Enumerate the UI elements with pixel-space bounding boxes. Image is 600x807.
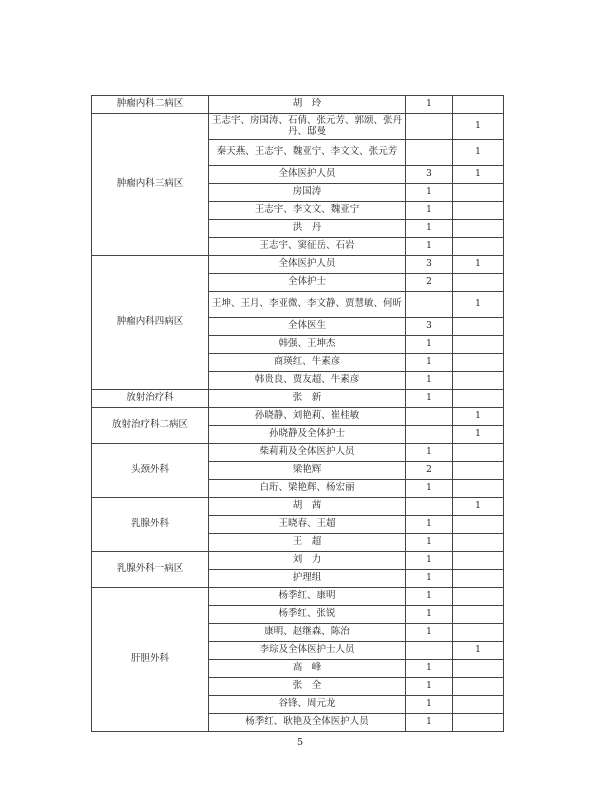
count-cell-a bbox=[406, 408, 453, 426]
count-cell-a: 1 bbox=[406, 624, 453, 642]
award-table bbox=[91, 95, 504, 732]
count-cell-a: 2 bbox=[406, 462, 453, 480]
count-cell-a: 3 bbox=[406, 166, 453, 184]
recipient-cell: 张 全 bbox=[209, 678, 406, 696]
recipient-cell: 胡 茜 bbox=[209, 498, 406, 516]
recipient-cell: 刘 力 bbox=[209, 552, 406, 570]
table-row bbox=[92, 408, 504, 426]
table-row bbox=[92, 444, 504, 462]
recipient-cell: 杨季红、康明 bbox=[209, 588, 406, 606]
count-cell-b bbox=[453, 202, 504, 220]
recipient-cell: 孙晓静、刘艳莉、崔桂敏 bbox=[209, 408, 406, 426]
recipient-cell: 孙晓静及全体护士 bbox=[209, 426, 406, 444]
count-cell-b bbox=[453, 318, 504, 336]
table-row bbox=[92, 256, 504, 274]
count-cell-b bbox=[453, 606, 504, 624]
recipient-cell: 康明、赵继森、陈治 bbox=[209, 624, 406, 642]
table-row bbox=[92, 588, 504, 606]
table-row bbox=[92, 390, 504, 408]
award-table-body bbox=[92, 96, 504, 732]
count-cell-a bbox=[406, 642, 453, 660]
count-cell-a bbox=[406, 292, 453, 318]
count-cell-b: 1 bbox=[453, 426, 504, 444]
recipient-cell: 韩贵良、贾友超、牛素彦 bbox=[209, 372, 406, 390]
count-cell-a: 1 bbox=[406, 552, 453, 570]
count-cell-b bbox=[453, 534, 504, 552]
recipient-cell: 胡 玲 bbox=[209, 96, 406, 114]
count-cell-a: 1 bbox=[406, 480, 453, 498]
count-cell-b bbox=[453, 624, 504, 642]
count-cell-a: 1 bbox=[406, 678, 453, 696]
count-cell-a: 1 bbox=[406, 336, 453, 354]
count-cell-b bbox=[453, 480, 504, 498]
count-cell-b bbox=[453, 336, 504, 354]
count-cell-b bbox=[453, 184, 504, 202]
count-cell-a: 1 bbox=[406, 220, 453, 238]
count-cell-b bbox=[453, 570, 504, 588]
count-cell-b: 1 bbox=[453, 166, 504, 184]
count-cell-b bbox=[453, 516, 504, 534]
count-cell-a: 3 bbox=[406, 318, 453, 336]
table-row bbox=[92, 96, 504, 114]
recipient-cell: 全体护士 bbox=[209, 274, 406, 292]
count-cell-b: 1 bbox=[453, 408, 504, 426]
count-cell-b bbox=[453, 588, 504, 606]
recipient-cell: 白珩、梁艳辉、杨宏丽 bbox=[209, 480, 406, 498]
count-cell-b bbox=[453, 462, 504, 480]
recipient-cell: 全体医生 bbox=[209, 318, 406, 336]
count-cell-a bbox=[406, 140, 453, 166]
count-cell-b bbox=[453, 274, 504, 292]
recipient-cell: 韩强、王坤杰 bbox=[209, 336, 406, 354]
department-cell: 肿瘤内科三病区 bbox=[92, 114, 209, 256]
count-cell-b bbox=[453, 660, 504, 678]
recipient-cell: 洪 丹 bbox=[209, 220, 406, 238]
department-cell: 乳腺外科 bbox=[92, 498, 209, 552]
count-cell-a: 1 bbox=[406, 660, 453, 678]
count-cell-a: 1 bbox=[406, 714, 453, 732]
recipient-cell: 王 超 bbox=[209, 534, 406, 552]
recipient-cell: 秦天燕、王志宇、魏亚宁、李文文、张元芳 bbox=[209, 140, 406, 166]
count-cell-a: 1 bbox=[406, 696, 453, 714]
count-cell-b: 1 bbox=[453, 292, 504, 318]
count-cell-b bbox=[453, 372, 504, 390]
department-cell: 放射治疗科 bbox=[92, 390, 209, 408]
count-cell-a: 1 bbox=[406, 202, 453, 220]
department-cell: 放射治疗科二病区 bbox=[92, 408, 209, 444]
department-cell: 肿瘤内科四病区 bbox=[92, 256, 209, 390]
recipient-cell: 全体医护人员 bbox=[209, 256, 406, 274]
count-cell-a: 1 bbox=[406, 606, 453, 624]
table-row bbox=[92, 114, 504, 140]
recipient-cell: 谷锋、周元龙 bbox=[209, 696, 406, 714]
count-cell-b: 1 bbox=[453, 642, 504, 660]
recipient-cell: 杨季红、张锐 bbox=[209, 606, 406, 624]
recipient-cell: 王晓春、王超 bbox=[209, 516, 406, 534]
count-cell-b bbox=[453, 96, 504, 114]
count-cell-b bbox=[453, 444, 504, 462]
department-cell: 肿瘤内科二病区 bbox=[92, 96, 209, 114]
recipient-cell: 全体医护人员 bbox=[209, 166, 406, 184]
count-cell-b bbox=[453, 714, 504, 732]
count-cell-a bbox=[406, 114, 453, 140]
recipient-cell: 王志宇、窦征岳、石岩 bbox=[209, 238, 406, 256]
count-cell-a bbox=[406, 498, 453, 516]
count-cell-a: 1 bbox=[406, 444, 453, 462]
count-cell-a: 3 bbox=[406, 256, 453, 274]
recipient-cell: 梁艳辉 bbox=[209, 462, 406, 480]
count-cell-a: 1 bbox=[406, 570, 453, 588]
count-cell-b: 1 bbox=[453, 256, 504, 274]
department-cell: 头颈外科 bbox=[92, 444, 209, 498]
recipient-cell: 柴莉莉及全体医护人员 bbox=[209, 444, 406, 462]
count-cell-b bbox=[453, 390, 504, 408]
recipient-cell: 护理组 bbox=[209, 570, 406, 588]
count-cell-a: 1 bbox=[406, 390, 453, 408]
department-cell: 肝胆外科 bbox=[92, 588, 209, 732]
recipient-cell: 商瑛红、牛素彦 bbox=[209, 354, 406, 372]
table-row bbox=[92, 498, 504, 516]
count-cell-b bbox=[453, 696, 504, 714]
recipient-cell: 王坤、王月、李亚微、李文静、贾慧敏、何昕 bbox=[209, 292, 406, 318]
table-row bbox=[92, 552, 504, 570]
department-cell: 乳腺外科一病区 bbox=[92, 552, 209, 588]
count-cell-b bbox=[453, 354, 504, 372]
count-cell-a: 1 bbox=[406, 372, 453, 390]
count-cell-b: 1 bbox=[453, 140, 504, 166]
count-cell-a: 1 bbox=[406, 354, 453, 372]
count-cell-a bbox=[406, 426, 453, 444]
recipient-cell: 杨季红、耿艳及全体医护人员 bbox=[209, 714, 406, 732]
count-cell-b: 1 bbox=[453, 498, 504, 516]
count-cell-a: 1 bbox=[406, 96, 453, 114]
count-cell-a: 1 bbox=[406, 588, 453, 606]
count-cell-a: 1 bbox=[406, 534, 453, 552]
count-cell-b bbox=[453, 678, 504, 696]
count-cell-a: 1 bbox=[406, 516, 453, 534]
recipient-cell: 房国涛 bbox=[209, 184, 406, 202]
count-cell-b bbox=[453, 220, 504, 238]
recipient-cell: 张 新 bbox=[209, 390, 406, 408]
page-number: 5 bbox=[296, 737, 304, 748]
recipient-cell: 王志宇、房国涛、石倩、张元芳、郭颂、张丹丹、邸曼 bbox=[209, 114, 406, 140]
count-cell-b bbox=[453, 552, 504, 570]
recipient-cell: 李琮及全体医护士人员 bbox=[209, 642, 406, 660]
count-cell-b bbox=[453, 238, 504, 256]
recipient-cell: 王志宇、李文文、魏亚宁 bbox=[209, 202, 406, 220]
count-cell-a: 1 bbox=[406, 184, 453, 202]
recipient-cell: 高 峰 bbox=[209, 660, 406, 678]
count-cell-a: 1 bbox=[406, 238, 453, 256]
count-cell-a: 2 bbox=[406, 274, 453, 292]
count-cell-b: 1 bbox=[453, 114, 504, 140]
